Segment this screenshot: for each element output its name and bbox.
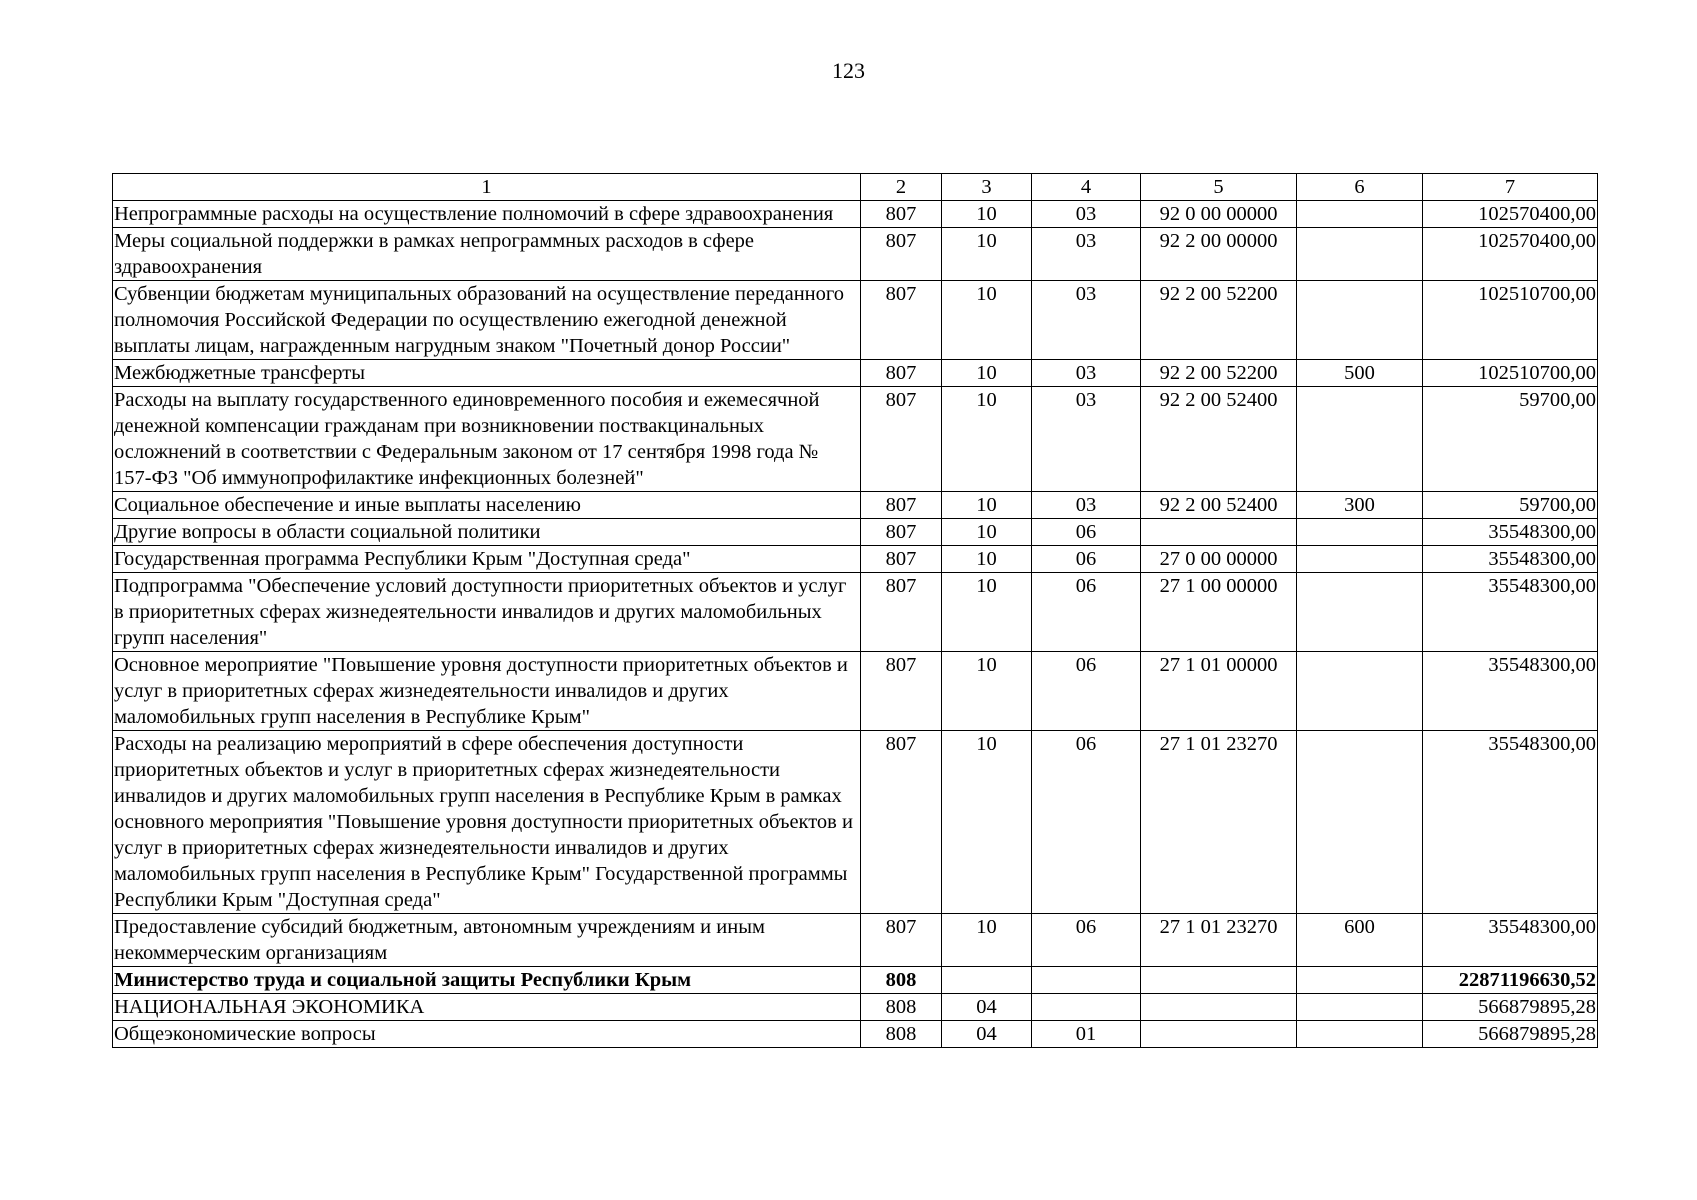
row-name-cell: Расходы на выплату государственного единовременного пособия и ежемесячной денежной компенсации гражданам при возникновении поствакцинальных осложнений в соответствии с Федеральным законом от 17 сентября 1998 года № 157-ФЗ "Об иммунопрофилактике инфекционных болезней"	[113, 387, 861, 492]
table-row	[113, 967, 1598, 994]
header-cell: 7	[1423, 174, 1598, 201]
row-gr-cell: 808	[861, 1021, 942, 1048]
table-row	[113, 201, 1598, 228]
row-name-cell: Министерство труда и социальной защиты Республики Крым	[113, 967, 861, 994]
row-csr-cell: 92 2 00 52200	[1141, 281, 1297, 360]
row-amount-cell: 102510700,00	[1423, 281, 1598, 360]
row-csr-cell: 27 1 01 23270	[1141, 914, 1297, 967]
header-cell: 1	[113, 174, 861, 201]
row-amount-cell: 22871196630,52	[1423, 967, 1598, 994]
header-cell: 5	[1141, 174, 1297, 201]
row-amount-cell: 35548300,00	[1423, 573, 1598, 652]
table-row	[113, 492, 1598, 519]
row-vr-cell	[1297, 731, 1423, 914]
table-row	[113, 519, 1598, 546]
row-vr-cell	[1297, 1021, 1423, 1048]
row-rz-cell: 10	[942, 573, 1032, 652]
row-pr-cell: 06	[1032, 519, 1141, 546]
row-amount-cell: 59700,00	[1423, 387, 1598, 492]
row-pr-cell: 03	[1032, 387, 1141, 492]
row-vr-cell	[1297, 652, 1423, 731]
header-cell: 3	[942, 174, 1032, 201]
row-vr-cell	[1297, 281, 1423, 360]
row-pr-cell	[1032, 994, 1141, 1021]
row-rz-cell: 10	[942, 360, 1032, 387]
row-gr-cell: 807	[861, 360, 942, 387]
row-rz-cell: 10	[942, 546, 1032, 573]
table-row	[113, 1021, 1598, 1048]
row-name-cell: Государственная программа Республики Крым "Доступная среда"	[113, 546, 861, 573]
row-name-cell: Подпрограмма "Обеспечение условий доступности приоритетных объектов и услуг в приоритетных сферах жизнедеятельности инвалидов и других маломобильных групп населения"	[113, 573, 861, 652]
row-gr-cell: 807	[861, 228, 942, 281]
row-csr-cell	[1141, 967, 1297, 994]
row-rz-cell: 10	[942, 652, 1032, 731]
row-csr-cell: 27 1 01 00000	[1141, 652, 1297, 731]
row-csr-cell: 27 1 00 00000	[1141, 573, 1297, 652]
row-name-cell: Субвенции бюджетам муниципальных образований на осуществление переданного полномочия Российской Федерации по осуществлению ежегодной денежной выплаты лицам, награжденным нагрудным знаком "Почетный донор России"	[113, 281, 861, 360]
row-rz-cell: 10	[942, 731, 1032, 914]
row-vr-cell	[1297, 519, 1423, 546]
row-rz-cell: 04	[942, 1021, 1032, 1048]
row-amount-cell: 59700,00	[1423, 492, 1598, 519]
row-gr-cell: 807	[861, 492, 942, 519]
header-row	[113, 174, 1598, 201]
row-pr-cell: 06	[1032, 731, 1141, 914]
row-vr-cell: 500	[1297, 360, 1423, 387]
row-rz-cell	[942, 967, 1032, 994]
row-name-cell: Другие вопросы в области социальной политики	[113, 519, 861, 546]
row-amount-cell: 102570400,00	[1423, 228, 1598, 281]
row-pr-cell: 06	[1032, 546, 1141, 573]
row-pr-cell: 01	[1032, 1021, 1141, 1048]
row-name-cell: Расходы на реализацию мероприятий в сфере обеспечения доступности приоритетных объектов и услуг в приоритетных сферах жизнедеятельности инвалидов и других маломобильных групп населения в Республике Крым в рамках основного мероприятия "Повышение уровня доступности приоритетных объектов и услуг в приоритетных сферах жизнедеятельности инвалидов и других маломобильных групп населения в Республике Крым" Государственной программы Республики Крым "Доступная среда"	[113, 731, 861, 914]
row-pr-cell: 06	[1032, 652, 1141, 731]
row-gr-cell: 807	[861, 281, 942, 360]
table-row	[113, 573, 1598, 652]
page-number: 123	[832, 58, 865, 83]
table-row	[113, 652, 1598, 731]
row-rz-cell: 10	[942, 914, 1032, 967]
header-cell: 2	[861, 174, 942, 201]
row-name-cell: Основное мероприятие "Повышение уровня доступности приоритетных объектов и услуг в приоритетных сферах жизнедеятельности инвалидов и других маломобильных групп населения в Республике Крым"	[113, 652, 861, 731]
row-name-cell: Социальное обеспечение и иные выплаты населению	[113, 492, 861, 519]
row-gr-cell: 807	[861, 201, 942, 228]
row-csr-cell: 27 1 01 23270	[1141, 731, 1297, 914]
row-csr-cell: 92 0 00 00000	[1141, 201, 1297, 228]
row-name-cell: Межбюджетные трансферты	[113, 360, 861, 387]
table-row	[113, 360, 1598, 387]
row-rz-cell: 10	[942, 492, 1032, 519]
row-amount-cell: 35548300,00	[1423, 731, 1598, 914]
row-vr-cell	[1297, 546, 1423, 573]
row-pr-cell	[1032, 967, 1141, 994]
row-amount-cell: 35548300,00	[1423, 519, 1598, 546]
row-rz-cell: 10	[942, 228, 1032, 281]
row-name-cell: Предоставление субсидий бюджетным, автономным учреждениям и иным некоммерческим организациям	[113, 914, 861, 967]
row-pr-cell: 03	[1032, 360, 1141, 387]
row-vr-cell	[1297, 201, 1423, 228]
row-csr-cell	[1141, 994, 1297, 1021]
row-pr-cell: 03	[1032, 492, 1141, 519]
table-row	[113, 546, 1598, 573]
row-csr-cell	[1141, 519, 1297, 546]
row-gr-cell: 807	[861, 731, 942, 914]
table-row	[113, 228, 1598, 281]
row-pr-cell: 03	[1032, 281, 1141, 360]
row-pr-cell: 06	[1032, 573, 1141, 652]
row-csr-cell: 92 2 00 52400	[1141, 387, 1297, 492]
row-vr-cell	[1297, 387, 1423, 492]
header-cell: 6	[1297, 174, 1423, 201]
row-pr-cell: 03	[1032, 201, 1141, 228]
row-gr-cell: 807	[861, 387, 942, 492]
row-amount-cell: 566879895,28	[1423, 1021, 1598, 1048]
row-vr-cell	[1297, 573, 1423, 652]
row-amount-cell: 35548300,00	[1423, 546, 1598, 573]
row-pr-cell: 06	[1032, 914, 1141, 967]
row-rz-cell: 10	[942, 281, 1032, 360]
row-rz-cell: 04	[942, 994, 1032, 1021]
table-row	[113, 731, 1598, 914]
row-rz-cell: 10	[942, 201, 1032, 228]
row-csr-cell: 92 2 00 52400	[1141, 492, 1297, 519]
row-amount-cell: 35548300,00	[1423, 914, 1598, 967]
row-name-cell: Меры социальной поддержки в рамках непрограммных расходов в сфере здравоохранения	[113, 228, 861, 281]
row-csr-cell: 92 2 00 00000	[1141, 228, 1297, 281]
row-gr-cell: 807	[861, 519, 942, 546]
row-csr-cell: 27 0 00 00000	[1141, 546, 1297, 573]
row-amount-cell: 35548300,00	[1423, 652, 1598, 731]
table-row	[113, 387, 1598, 492]
row-gr-cell: 807	[861, 652, 942, 731]
row-name-cell: Непрограммные расходы на осуществление полномочий в сфере здравоохранения	[113, 201, 861, 228]
table-body	[113, 201, 1598, 1048]
row-vr-cell	[1297, 994, 1423, 1021]
row-gr-cell: 807	[861, 546, 942, 573]
row-gr-cell: 808	[861, 994, 942, 1021]
row-vr-cell: 600	[1297, 914, 1423, 967]
row-amount-cell: 566879895,28	[1423, 994, 1598, 1021]
row-amount-cell: 102510700,00	[1423, 360, 1598, 387]
row-gr-cell: 808	[861, 967, 942, 994]
row-amount-cell: 102570400,00	[1423, 201, 1598, 228]
header-cell: 4	[1032, 174, 1141, 201]
row-csr-cell: 92 2 00 52200	[1141, 360, 1297, 387]
row-rz-cell: 10	[942, 519, 1032, 546]
table-row	[113, 281, 1598, 360]
row-name-cell: НАЦИОНАЛЬНАЯ ЭКОНОМИКА	[113, 994, 861, 1021]
row-vr-cell	[1297, 967, 1423, 994]
table-row	[113, 914, 1598, 967]
row-rz-cell: 10	[942, 387, 1032, 492]
budget-table	[112, 173, 1598, 1048]
row-pr-cell: 03	[1032, 228, 1141, 281]
row-name-cell: Общеэкономические вопросы	[113, 1021, 861, 1048]
table-row	[113, 994, 1598, 1021]
row-csr-cell	[1141, 1021, 1297, 1048]
row-gr-cell: 807	[861, 573, 942, 652]
row-vr-cell	[1297, 228, 1423, 281]
row-vr-cell: 300	[1297, 492, 1423, 519]
row-gr-cell: 807	[861, 914, 942, 967]
